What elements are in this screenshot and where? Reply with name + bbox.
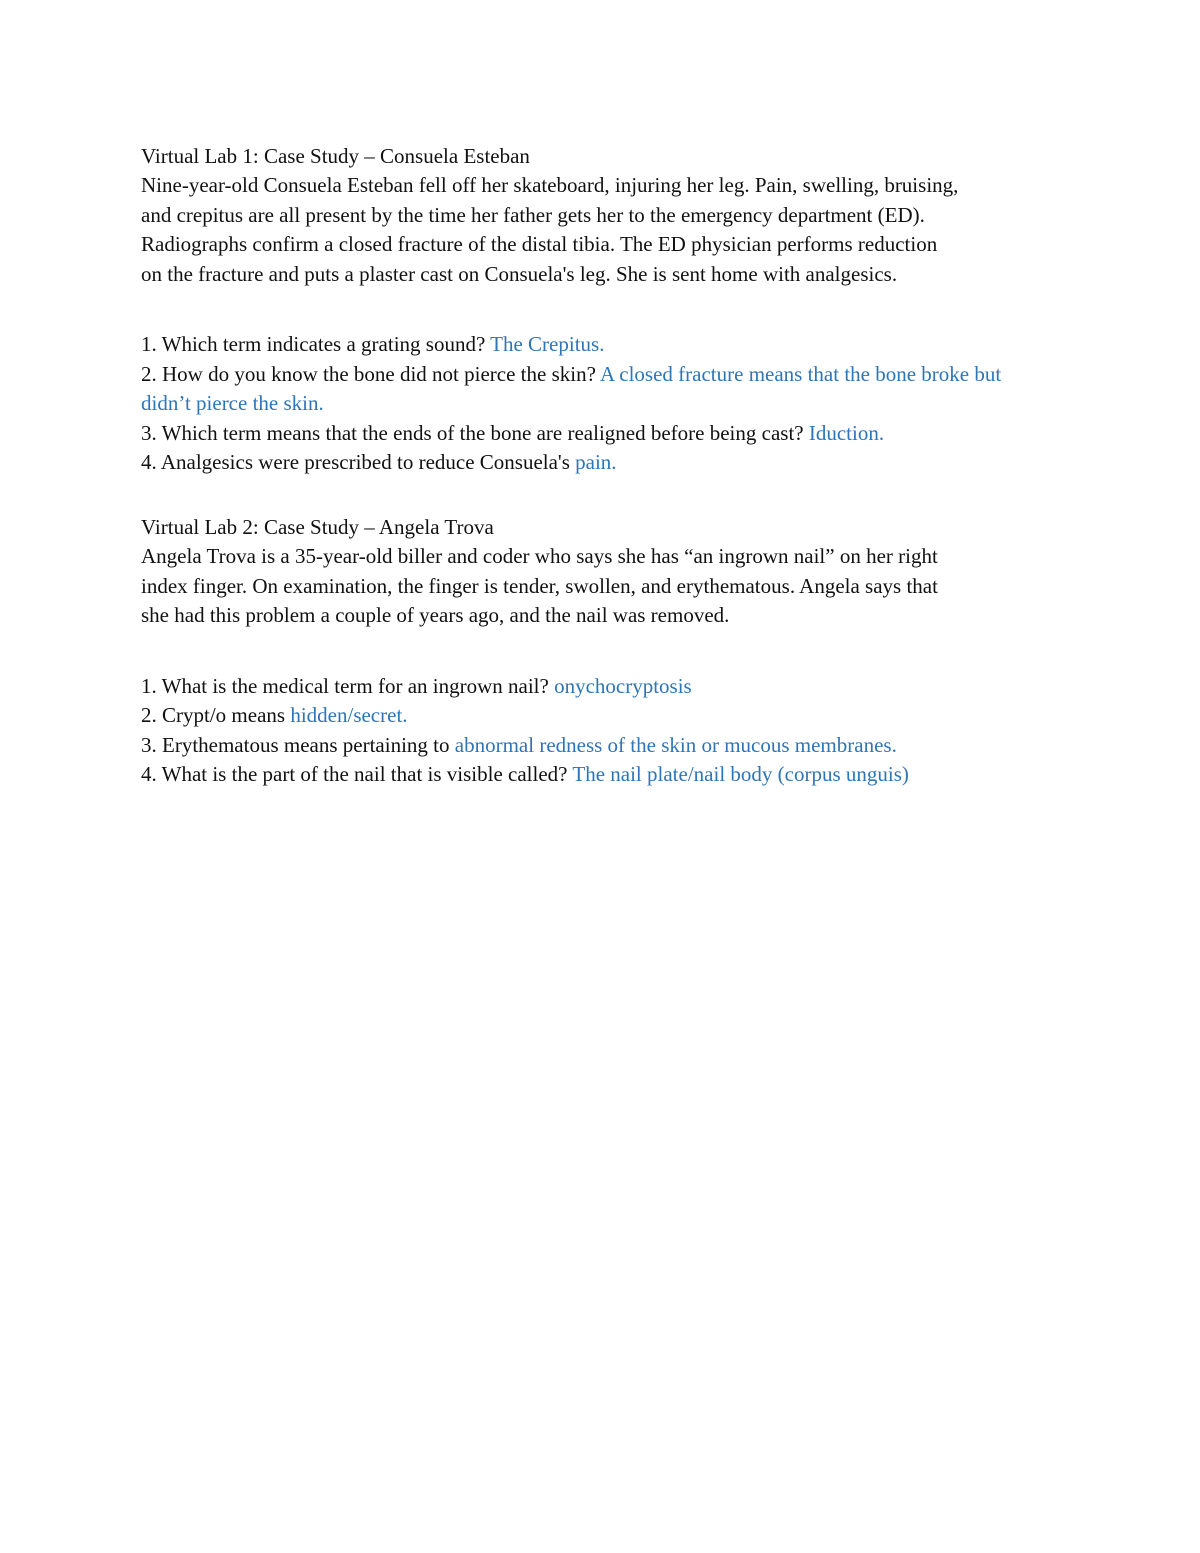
lab2-title: Virtual Lab 2: Case Study – Angela Trova	[141, 514, 494, 539]
question-number: 3.	[141, 420, 162, 445]
lab1-section	[141, 142, 1071, 477]
lab2-question-1	[141, 672, 1071, 701]
question-text: Analgesics were prescribed to reduce Consuela's	[160, 450, 576, 475]
lab1-case-line: and crepitus are all present by the time her father gets her to the emergency department (ED).	[141, 202, 925, 227]
lab2-question-3	[141, 731, 1071, 760]
lab1-case-line: Radiographs confirm a closed fracture of the distal tibia. The ED physician performs reduction	[141, 232, 938, 257]
lab2-question-list	[141, 672, 1071, 790]
lab1-case-line: Nine-year-old Consuela Esteban fell off her skateboard, injuring her leg. Pain, swelling, bruising,	[141, 173, 959, 198]
document-content	[141, 142, 1071, 789]
answer-text: The Crepitus.	[490, 332, 605, 357]
blank-line	[141, 660, 1071, 672]
answer-text: Iduction.	[808, 420, 885, 445]
answer-text: hidden/secret.	[290, 703, 408, 728]
question-number: 1.	[141, 673, 162, 698]
answer-text: onychocryptosis	[554, 673, 692, 698]
lab2-case-line: index finger. On examination, the finger is tender, swollen, and erythematous. Angela says that	[141, 573, 938, 598]
lab2-question-4	[141, 760, 1071, 789]
lab2-case-line: Angela Trova is a 35-year-old biller and coder who says she has “an ingrown nail” on her right	[141, 544, 938, 569]
question-number: 1.	[141, 332, 162, 357]
lab1-question-list	[141, 330, 1071, 477]
question-text: How do you know the bone did not pierce the skin?	[162, 361, 601, 386]
lab2-section	[141, 513, 1071, 790]
lab1-question-3	[141, 419, 1071, 448]
question-text: Which term means that the ends of the bone are realigned before being cast?	[161, 420, 809, 445]
answer-text: pain.	[575, 450, 617, 475]
lab1-question-4	[141, 448, 1071, 477]
question-text: Which term indicates a grating sound?	[161, 332, 491, 357]
answer-text: A closed fracture means that the bone broke but didn’t pierce the skin.	[141, 361, 1002, 416]
lab1-question-1	[141, 330, 1071, 359]
lab2-case-text	[141, 542, 1071, 630]
lab2-question-2	[141, 701, 1071, 730]
question-text: What is the medical term for an ingrown nail?	[161, 673, 555, 698]
lab1-case-text	[141, 171, 1071, 289]
question-number: 2.	[141, 703, 162, 728]
answer-text: The nail plate/nail body (corpus unguis)	[572, 762, 909, 787]
question-number: 2.	[141, 361, 162, 386]
lab2-case-line: she had this problem a couple of years ago, and the nail was removed.	[141, 603, 730, 628]
question-number: 4.	[141, 762, 162, 787]
question-text: Erythematous means pertaining to	[162, 732, 455, 757]
blank-line	[141, 477, 1071, 506]
lab1-case-line: on the fracture and puts a plaster cast on Consuela's leg. She is sent home with analgesics.	[141, 261, 898, 286]
blank-line	[141, 630, 1071, 659]
question-text: Crypt/o means	[162, 703, 291, 728]
question-number: 3.	[141, 732, 162, 757]
blank-line	[141, 318, 1071, 330]
lab1-title: Virtual Lab 1: Case Study – Consuela Esteban	[141, 144, 530, 168]
question-number: 4.	[141, 450, 161, 475]
lab1-question-2	[141, 360, 1071, 419]
answer-text: abnormal redness of the skin or mucous membranes.	[454, 732, 897, 757]
question-text: What is the part of the nail that is visible called?	[161, 762, 573, 787]
blank-line	[141, 289, 1071, 318]
